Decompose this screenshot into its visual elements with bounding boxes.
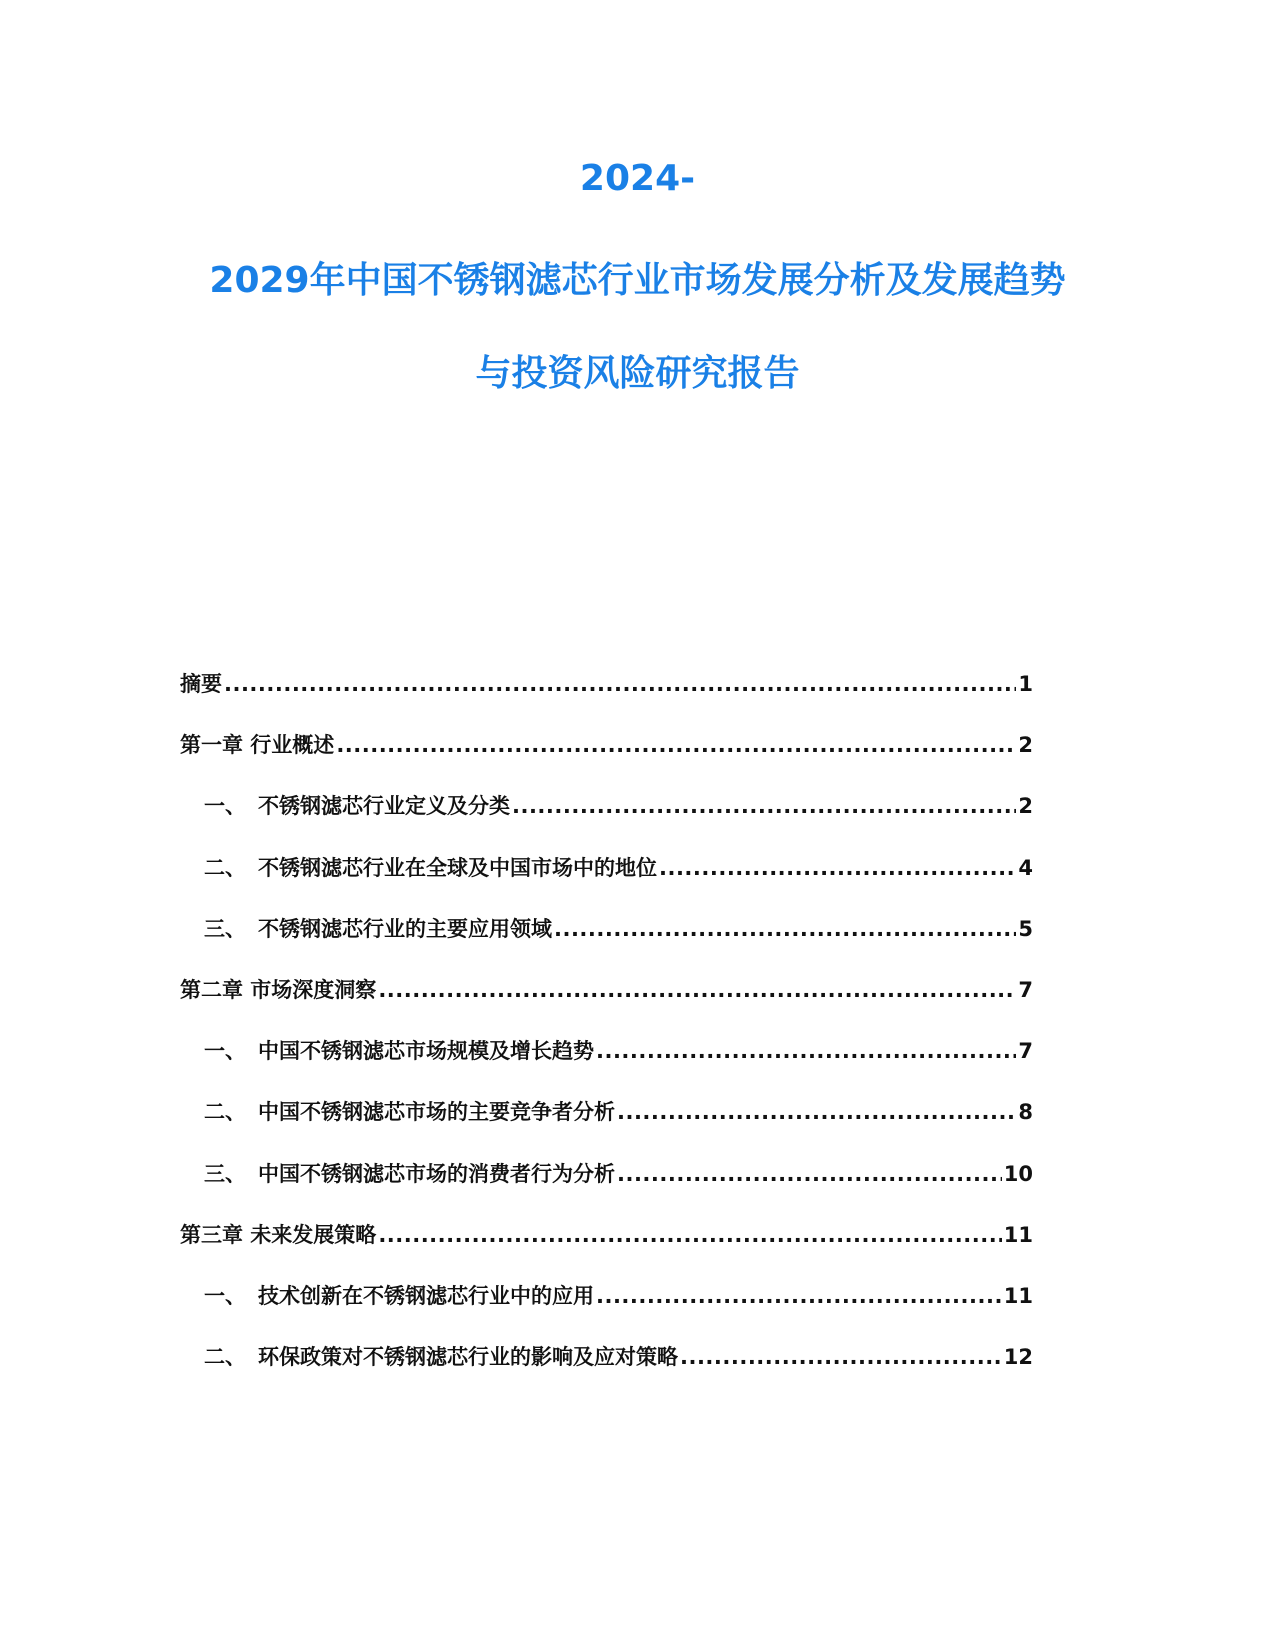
toc-entry[interactable]	[180, 913, 1033, 974]
toc-leader-dots	[680, 1345, 1002, 1369]
toc-entry-page: 4	[1018, 855, 1033, 880]
toc-entry-page: 11	[1003, 1222, 1033, 1247]
toc-entry-label: 技术创新在不锈钢滤芯行业中的应用	[258, 1283, 594, 1308]
toc-entry-page: 5	[1018, 916, 1033, 941]
toc-entry-marker: 一、	[204, 1039, 246, 1064]
toc-entry-marker: 二、	[204, 855, 246, 880]
toc-entry-marker: 二、	[204, 1345, 246, 1370]
toc-entry[interactable]	[180, 1096, 1033, 1157]
report-title-line-1: 2024-	[579, 158, 696, 199]
toc-entry[interactable]	[180, 852, 1033, 913]
toc-entry-label: 中国不锈钢滤芯市场的主要竞争者分析	[258, 1100, 615, 1125]
toc-leader-dots	[512, 794, 1016, 818]
toc-leader-dots	[336, 733, 1016, 757]
toc-entry-marker: 二、	[204, 1100, 246, 1125]
toc-leader-dots	[378, 1223, 1001, 1247]
toc-leader-dots	[596, 1039, 1016, 1063]
toc-entry[interactable]	[180, 790, 1033, 851]
toc-entry[interactable]	[180, 1280, 1033, 1341]
toc-entry-marker: 三、	[204, 916, 246, 941]
toc-entry-label: 不锈钢滤芯行业定义及分类	[258, 794, 510, 819]
toc-entry-label: 第三章 未来发展策略	[180, 1222, 377, 1247]
toc-entry-label: 环保政策对不锈钢滤芯行业的影响及应对策略	[258, 1345, 678, 1370]
toc-entry[interactable]	[180, 1035, 1033, 1096]
toc-entry-marker: 一、	[204, 1283, 246, 1308]
toc-leader-dots	[617, 1162, 1002, 1186]
report-title-line-3: 与投资风险研究报告	[475, 353, 800, 394]
report-title-line-2: 2029年中国不锈钢滤芯行业市场发展分析及发展趋势	[209, 260, 1066, 301]
toc-leader-dots	[378, 978, 1016, 1002]
toc-entry[interactable]	[180, 974, 1033, 1035]
toc-entry-marker: 三、	[204, 1161, 246, 1186]
toc-entry[interactable]	[180, 1341, 1033, 1402]
toc-entry-label: 中国不锈钢滤芯市场规模及增长趋势	[258, 1039, 594, 1064]
toc-entry-page: 1	[1018, 672, 1033, 696]
toc-entry-label: 不锈钢滤芯行业的主要应用领域	[258, 916, 552, 941]
toc-entry-page: 10	[1003, 1161, 1033, 1186]
toc-leader-dots	[224, 672, 1016, 696]
toc-entry[interactable]	[180, 729, 1033, 790]
table-of-contents	[180, 668, 1033, 1402]
toc-entry[interactable]	[180, 1158, 1033, 1219]
toc-entry-label: 第一章 行业概述	[180, 733, 335, 758]
toc-leader-dots	[554, 917, 1016, 941]
toc-entry[interactable]	[180, 1219, 1033, 1280]
toc-entry-page: 2	[1018, 733, 1033, 758]
toc-leader-dots	[659, 856, 1016, 880]
toc-entry-label: 第二章 市场深度洞察	[180, 977, 377, 1002]
toc-entry-page: 7	[1018, 1039, 1033, 1064]
toc-entry-label: 中国不锈钢滤芯市场的消费者行为分析	[258, 1161, 615, 1186]
toc-leader-dots	[617, 1100, 1016, 1124]
toc-entry-page: 2	[1018, 794, 1033, 819]
toc-entry-marker: 一、	[204, 794, 246, 819]
toc-entry-label: 摘要	[180, 672, 222, 696]
toc-entry-page: 7	[1018, 977, 1033, 1002]
toc-entry[interactable]	[180, 668, 1033, 729]
toc-entry-label: 不锈钢滤芯行业在全球及中国市场中的地位	[258, 855, 657, 880]
toc-entry-page: 11	[1003, 1283, 1033, 1308]
toc-entry-page: 8	[1018, 1100, 1033, 1125]
toc-leader-dots	[596, 1284, 1002, 1308]
toc-entry-page: 12	[1003, 1345, 1033, 1370]
